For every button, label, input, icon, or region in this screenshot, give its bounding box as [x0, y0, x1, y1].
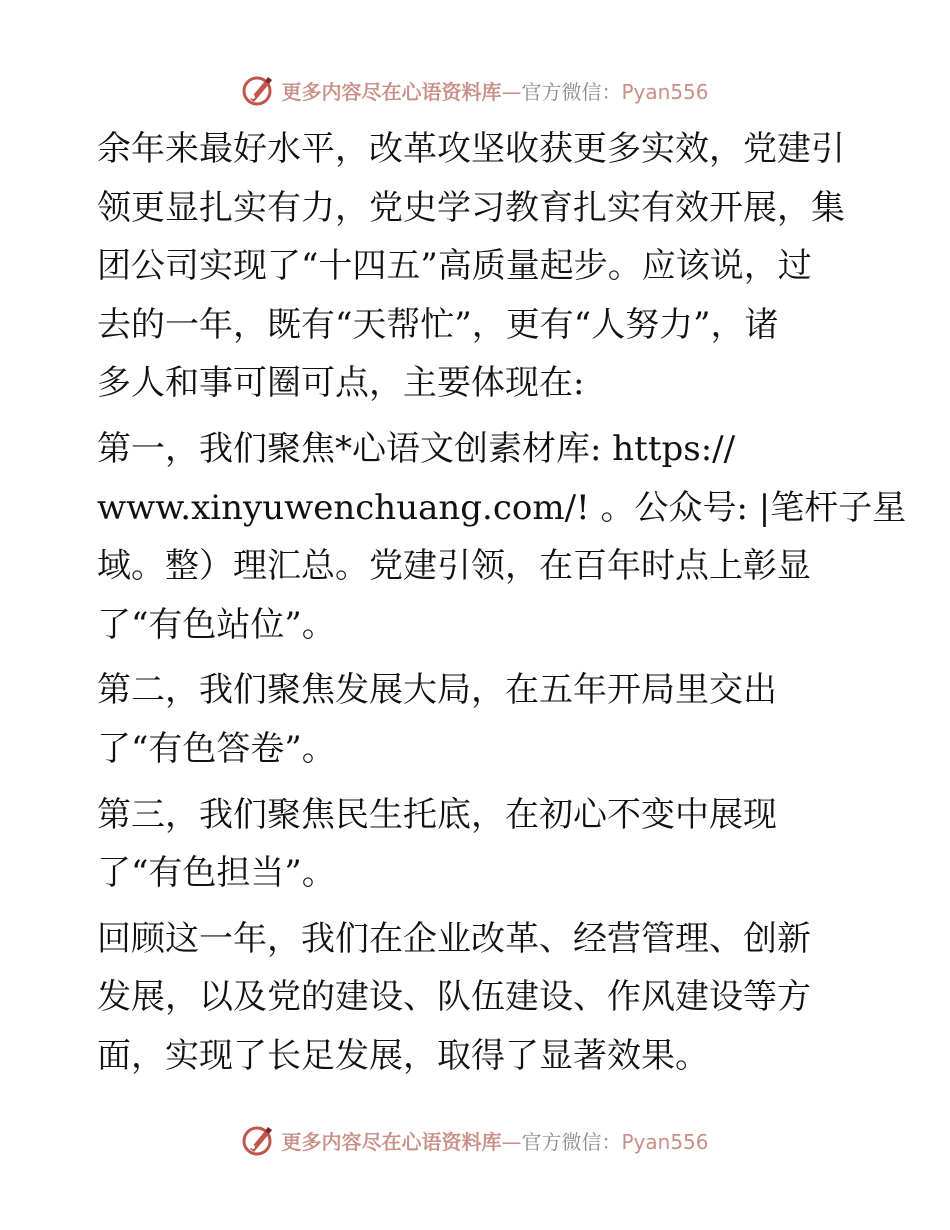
text-line: 第一，我们聚焦*心语文创素材库: https://	[97, 428, 736, 469]
text-line: 域。整）理汇总。党建引领，在百年时点上彰显	[97, 546, 811, 587]
text-line: 余年来最好水平，改革攻坚收获更多实效，党建引	[97, 129, 845, 169]
watermark-wechat-label: 官方微信：	[521, 79, 622, 104]
pen-logo-icon	[241, 1123, 275, 1157]
watermark-dash: —	[501, 1129, 522, 1154]
paragraph-review	[97, 910, 857, 1086]
paragraph-intro	[97, 120, 857, 413]
text-line: 团公司实现了“十四五”高质量起步。应该说，过	[97, 246, 812, 287]
watermark-site-text: 更多内容尽在心语资料库	[281, 79, 502, 104]
paragraph-third	[97, 786, 857, 903]
paragraph-first	[97, 420, 907, 654]
text-line: 领更显扎实有力，党史学习教育扎实有效开展，集	[97, 187, 845, 228]
watermark-site-text: 更多内容尽在心语资料库	[281, 1129, 502, 1154]
watermark-wechat-label: 官方微信：	[521, 1129, 622, 1154]
watermark-wechat-id: Pyan556	[621, 79, 709, 104]
watermark-dash: —	[501, 79, 522, 104]
text-line: 发展，以及党的建设、队伍建设、作风建设等方	[97, 977, 811, 1018]
watermark-wechat-id: Pyan556	[621, 1129, 709, 1154]
text-line: 去的一年，既有“天帮忙”，更有“人努力”，诸	[97, 304, 779, 345]
paragraph-second	[97, 661, 857, 778]
text-line: 了“有色答卷”。	[97, 728, 336, 769]
footer-watermark	[0, 1120, 950, 1160]
text-line: www.xinyuwenchuang.com/! 。公众号: |笔杆子星	[97, 487, 907, 528]
text-line: 第三，我们聚焦民生托底，在初心不变中展现	[97, 794, 777, 835]
text-line: 了“有色站位”。	[97, 604, 336, 645]
text-line: 了“有色担当”。	[97, 853, 336, 894]
header-watermark	[0, 70, 950, 110]
text-line: 回顾这一年，我们在企业改革、经营管理、创新	[97, 918, 811, 959]
text-line: 多人和事可圈可点，主要体现在:	[97, 363, 585, 404]
text-line: 第二，我们聚焦发展大局，在五年开局里交出	[97, 670, 777, 711]
text-line: 面，实现了长足发展，取得了显著效果。	[97, 1035, 709, 1076]
pen-logo-icon	[241, 73, 275, 107]
document-body	[97, 120, 907, 1086]
